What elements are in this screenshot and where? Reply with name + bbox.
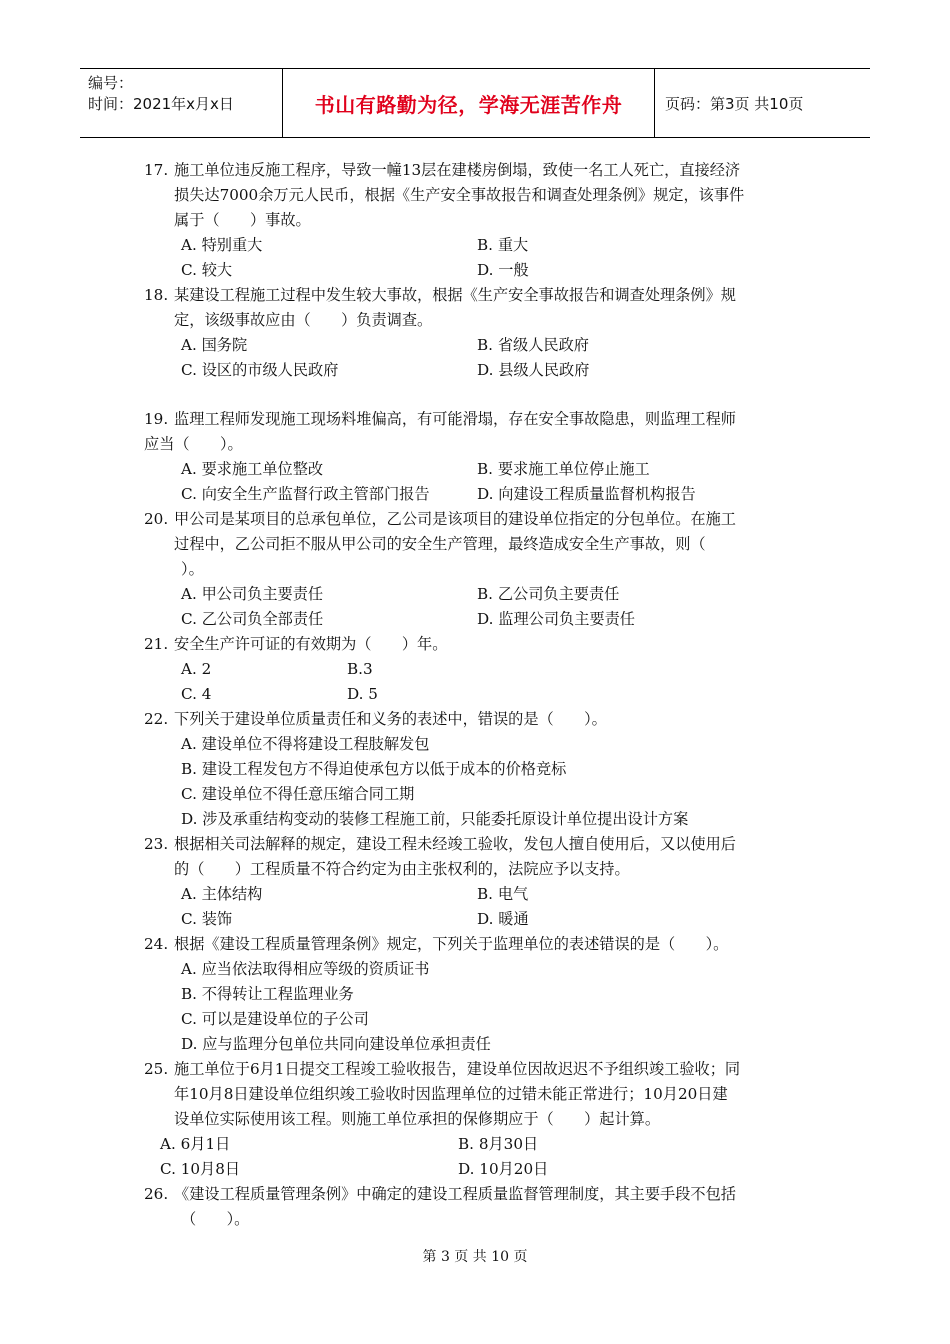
option-d: D. 10月20日	[458, 1160, 549, 1178]
question-text: （ ）。	[181, 1210, 250, 1228]
question-17	[144, 158, 809, 283]
date-label: 时间：2021年x月x日	[88, 95, 234, 113]
header-table	[80, 68, 870, 138]
option-a: A. 要求施工单位整改	[181, 460, 324, 478]
option-a: A. 特别重大	[181, 236, 263, 254]
header-left-cell	[80, 69, 283, 137]
option-c: C. 建设单位不得任意压缩合同工期	[181, 785, 415, 803]
question-text: 甲公司是某项目的总承包单位，乙公司是该项目的建设单位指定的分包单位。在施工	[174, 510, 736, 528]
question-24	[144, 932, 809, 1057]
option-c: C. 装饰	[181, 910, 233, 928]
question-number: 19.	[144, 410, 169, 428]
question-text: 过程中，乙公司拒不服从甲公司的安全生产管理，最终造成安全生产事故，则（	[174, 535, 706, 553]
option-d: D. 涉及承重结构变动的装修工程施工前，只能委托原设计单位提出设计方案	[181, 810, 689, 828]
option-c: C. 向安全生产监督行政主管部门报告	[181, 485, 430, 503]
option-d: D. 应与监理分包单位共同向建设单位承担责任	[181, 1035, 491, 1053]
question-text: 设单位实际使用该工程。则施工单位承担的保修期应于（ ）起计算。	[174, 1110, 660, 1128]
question-23	[144, 832, 809, 932]
question-text: 的（ ）工程质量不符合约定为由主张权利的，法院应予以支持。	[174, 860, 630, 878]
question-22	[144, 707, 809, 832]
option-d: D. 向建设工程质量监督机构报告	[477, 485, 696, 503]
option-a: A. 建设单位不得将建设工程肢解发包	[181, 735, 430, 753]
question-text: 《建设工程质量管理条例》中确定的建设工程质量监督管理制度，其主要手段不包括	[174, 1185, 736, 1203]
question-20	[144, 507, 809, 632]
question-number: 20.	[144, 510, 169, 528]
option-a: A. 6月1日	[160, 1135, 231, 1153]
question-text: 根据相关司法解释的规定，建设工程未经竣工验收，发包人擅自使用后，又以使用后	[174, 835, 736, 853]
option-b: B.3	[347, 660, 373, 678]
question-19	[144, 407, 809, 507]
serial-number-label: 编号：	[88, 74, 134, 92]
question-text: 施工单位于6月1日提交工程竣工验收报告，建设单位因故迟迟不予组织竣工验收；同	[174, 1060, 741, 1078]
question-text: 下列关于建设单位质量责任和义务的表述中，错误的是（ ）。	[174, 710, 607, 728]
option-b: B. 要求施工单位停止施工	[477, 460, 650, 478]
question-number: 18.	[144, 286, 169, 304]
option-c: C. 设区的市级人民政府	[181, 361, 339, 379]
question-list	[144, 158, 809, 1232]
question-text: 某建设工程施工过程中发生较大事故，根据《生产安全事故报告和调查处理条例》规	[174, 286, 736, 304]
question-21	[144, 632, 809, 707]
question-26	[144, 1182, 809, 1232]
option-c: C. 4	[181, 685, 212, 703]
question-number: 17.	[144, 161, 169, 179]
page-footer: 第 3 页 共 10 页	[422, 1249, 528, 1265]
question-18	[144, 283, 809, 383]
question-number: 23.	[144, 835, 169, 853]
question-text: 属于（ ）事故。	[174, 211, 311, 229]
option-a: A. 国务院	[181, 336, 248, 354]
option-a: A. 应当依法取得相应等级的资质证书	[181, 960, 430, 978]
option-c: C. 10月8日	[160, 1160, 241, 1178]
question-text: 施工单位违反施工程序，导致一幢13层在建楼房倒塌，致使一名工人死亡，直接经济	[174, 161, 741, 179]
option-d: D. 监理公司负主要责任	[477, 610, 635, 628]
option-b: B. 电气	[477, 885, 529, 903]
option-c: C. 较大	[181, 261, 233, 279]
option-d: D. 一般	[477, 261, 529, 279]
option-a: A. 甲公司负主要责任	[181, 585, 324, 603]
option-a: A. 主体结构	[181, 885, 263, 903]
question-text: 监理工程师发现施工现场料堆偏高，有可能滑塌，存在安全事故隐患，则监理工程师	[174, 410, 736, 428]
page-number-label: 页码：第3页 共10页	[665, 94, 804, 113]
question-number: 21.	[144, 635, 169, 653]
option-b: B. 省级人民政府	[477, 336, 589, 354]
option-c: C. 可以是建设单位的子公司	[181, 1010, 369, 1028]
question-text: 年10月8日建设单位组织竣工验收时因监理单位的过错未能正常进行；10月20日建	[174, 1085, 728, 1103]
question-text: 应当（ ）。	[144, 435, 243, 453]
question-text: 定，该级事故应由（ ）负责调查。	[174, 311, 433, 329]
question-text: 损失达7000余万元人民币，根据《生产安全事故报告和调查处理条例》规定，该事件	[174, 186, 745, 204]
question-text: ）。	[181, 560, 204, 578]
question-25	[144, 1057, 809, 1182]
option-b: B. 乙公司负主要责任	[477, 585, 620, 603]
option-d: D. 暖通	[477, 910, 529, 928]
question-number: 26.	[144, 1185, 169, 1203]
option-d: D. 县级人民政府	[477, 361, 590, 379]
option-a: A. 2	[181, 660, 212, 678]
option-b: B. 8月30日	[458, 1135, 539, 1153]
option-b: B. 重大	[477, 236, 529, 254]
question-number: 24.	[144, 935, 169, 953]
option-d: D. 5	[347, 685, 378, 703]
option-c: C. 乙公司负全部责任	[181, 610, 324, 628]
question-number: 22.	[144, 710, 169, 728]
option-b: B. 建设工程发包方不得迫使承包方以低于成本的价格竞标	[181, 760, 567, 778]
option-b: B. 不得转让工程监理业务	[181, 985, 354, 1003]
motto: 书山有路勤为径，学海无涯苦作舟	[283, 69, 655, 137]
question-text: 根据《建设工程质量管理条例》规定，下列关于监理单位的表述错误的是（ ）。	[174, 935, 729, 953]
question-number: 25.	[144, 1060, 169, 1078]
question-text: 安全生产许可证的有效期为（ ）年。	[174, 635, 448, 653]
